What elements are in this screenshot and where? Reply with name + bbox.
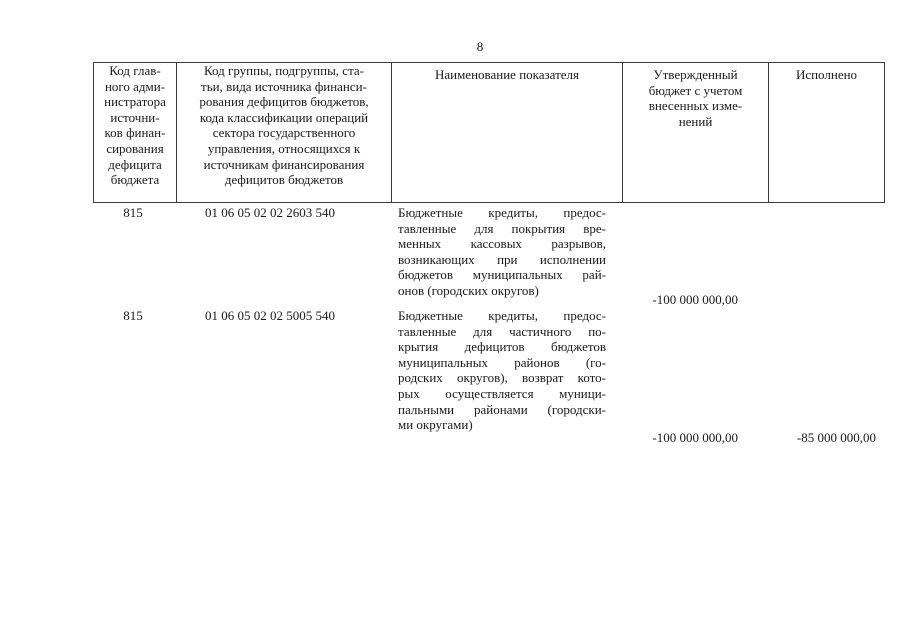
row-2-executed: -85 000 000,00: [796, 430, 876, 445]
row-2-indicator-name: Бюджетные кредиты, предос- тавленные для частичного по- крытия дефицитов бюджетов муниципальных районов (го- родских округов), возврат кото- рых осуществляется муници- пальными районами (городски- ми округами): [398, 308, 606, 433]
header-approved-budget: Утвержденный бюджет с учетом внесенных изме- нений: [622, 62, 769, 203]
header-admin-code: Код глав- ного адми- нистратора источни- ков финан- сирования дефицита бюджета: [93, 62, 177, 203]
header-indicator-name: Наименование показателя: [391, 62, 623, 203]
row-1-group-code: 01 06 05 02 02 2603 540: [205, 205, 335, 220]
header-group-code: Код группы, подгруппы, ста- тьи, вида источника финанси- рования дефицитов бюджетов, кода классификации операций сектора государственного управления, относящихся к источникам финансирования дефицитов бюджетов: [176, 62, 392, 203]
row-2-approved: -100 000 000,00: [652, 430, 738, 445]
page-number: 8: [476, 39, 484, 54]
table-header: [93, 62, 885, 203]
row-1-admin-code: 815: [123, 205, 143, 220]
header-executed: Исполнено: [768, 62, 885, 203]
row-1-indicator-name: Бюджетные кредиты, предос- тавленные для покрытия вре- менных кассовых разрывов, возникающих при исполнении бюджетов муниципальных рай- онов (городских округов): [398, 205, 606, 298]
row-2-group-code: 01 06 05 02 02 5005 540: [205, 308, 335, 323]
row-1-approved: -100 000 000,00: [652, 292, 738, 307]
row-2-admin-code: 815: [123, 308, 143, 323]
